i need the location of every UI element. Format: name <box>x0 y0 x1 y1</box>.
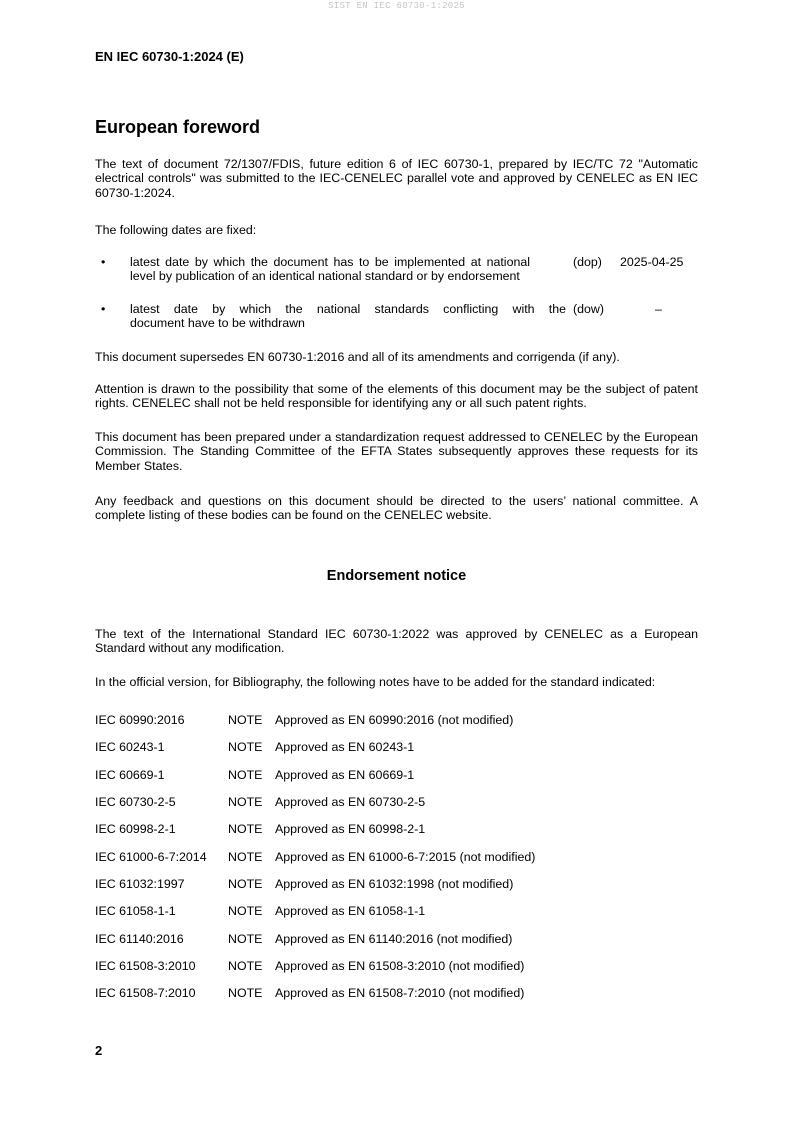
note-label: NOTE <box>228 795 263 809</box>
foreword-paragraph-1: The text of document 72/1307/FDIS, future edition 6 of IEC 60730-1, prepared by IEC/TC 72 "Automatic electrical controls" was submitted to the IEC-CENELEC parallel vote and approved by CENELEC as EN IEC 60730-1:2024. <box>95 157 698 200</box>
note-label: NOTE <box>228 740 263 754</box>
note-standard: IEC 60669-1 <box>95 768 165 782</box>
note-label: NOTE <box>228 959 263 973</box>
bullet-date: – <box>655 302 662 316</box>
note-standard: IEC 60990:2016 <box>95 713 185 727</box>
note-row <box>95 932 698 947</box>
note-standard: IEC 60243-1 <box>95 740 165 754</box>
note-row <box>95 959 698 974</box>
note-text: Approved as EN 61058-1-1 <box>275 904 426 918</box>
note-standard: IEC 61058-1-1 <box>95 904 176 918</box>
note-row <box>95 822 698 837</box>
page-number: 2 <box>95 1043 103 1058</box>
note-row <box>95 795 698 810</box>
note-text: Approved as EN 61508-3:2010 (not modified) <box>275 959 525 973</box>
note-label: NOTE <box>228 850 263 864</box>
note-label: NOTE <box>228 986 263 1000</box>
bullet-date: 2025-04-25 <box>620 255 684 269</box>
note-row <box>95 986 698 1001</box>
mandate-paragraph: This document has been prepared under a standardization request addressed to CENELEC by the European Commission. The Standing Committee of the EFTA States subsequently approves these requests for its Member States. <box>95 430 698 473</box>
bullet-line-1: latest date by which the national standards conflicting with the <box>130 302 566 316</box>
note-row <box>95 850 698 865</box>
note-standard: IEC 61508-7:2010 <box>95 986 196 1000</box>
note-standard: IEC 61140:2016 <box>95 932 184 946</box>
note-standard: IEC 61000-6-7:2014 <box>95 850 207 864</box>
watermark: SIST EN IEC 60730-1:2025 <box>328 1 465 11</box>
note-row <box>95 877 698 892</box>
dates-intro: The following dates are fixed: <box>95 223 257 237</box>
document-header-id: EN IEC 60730-1:2024 (E) <box>95 49 244 64</box>
note-label: NOTE <box>228 904 263 918</box>
note-text: Approved as EN 61140:2016 (not modified) <box>275 932 513 946</box>
note-label: NOTE <box>228 822 263 836</box>
note-standard: IEC 61508-3:2010 <box>95 959 196 973</box>
note-row <box>95 713 698 728</box>
bullet-line-2: level by publication of an identical national standard or by endorsement <box>130 269 520 284</box>
bullet-code: (dow) <box>573 302 604 316</box>
bullet-marker: • <box>101 255 106 269</box>
note-text: Approved as EN 60998-2-1 <box>275 822 426 836</box>
note-row <box>95 904 698 919</box>
note-standard: IEC 60998-2-1 <box>95 822 176 836</box>
note-text: Approved as EN 61032:1998 (not modified) <box>275 877 514 891</box>
foreword-title: European foreword <box>95 117 261 137</box>
endorsement-title: Endorsement notice <box>326 568 467 584</box>
note-label: NOTE <box>228 768 263 782</box>
endorsement-paragraph-2: In the official version, for Bibliography, the following notes have to be added for the standard indicated: <box>95 675 656 689</box>
note-row <box>95 768 698 783</box>
note-standard: IEC 60730-2-5 <box>95 795 176 809</box>
feedback-paragraph: Any feedback and questions on this document should be directed to the users’ national committee. A complete listing of these bodies can be found on the CENELEC website. <box>95 494 698 523</box>
bullet-marker: • <box>101 302 106 316</box>
note-text: Approved as EN 61508-7:2010 (not modified) <box>275 986 525 1000</box>
note-row <box>95 740 698 755</box>
note-text: Approved as EN 60669-1 <box>275 768 415 782</box>
note-text: Approved as EN 60243-1 <box>275 740 415 754</box>
note-text: Approved as EN 61000-6-7:2015 (not modified) <box>275 850 536 864</box>
note-standard: IEC 61032:1997 <box>95 877 185 891</box>
note-text: Approved as EN 60730-2-5 <box>275 795 426 809</box>
bullet-line-1: latest date by which the document has to be implemented at national <box>130 255 530 269</box>
bullet-line-2: document have to be withdrawn <box>130 316 305 331</box>
endorsement-paragraph-1: The text of the International Standard IEC 60730-1:2022 was approved by CENELEC as a European Standard without any modification. <box>95 627 698 656</box>
bullet-text <box>130 302 566 331</box>
note-text: Approved as EN 60990:2016 (not modified) <box>275 713 514 727</box>
note-label: NOTE <box>228 713 263 727</box>
bullet-code: (dop) <box>573 255 602 269</box>
patent-paragraph: Attention is drawn to the possibility that some of the elements of this document may be the subject of patent rights. CENELEC shall not be held responsible for identifying any or all such patent rights. <box>95 382 698 411</box>
note-label: NOTE <box>228 932 263 946</box>
note-label: NOTE <box>228 877 263 891</box>
supersedes-paragraph: This document supersedes EN 60730-1:2016 and all of its amendments and corrigenda (if any). <box>95 350 620 364</box>
bullet-text <box>130 255 530 284</box>
